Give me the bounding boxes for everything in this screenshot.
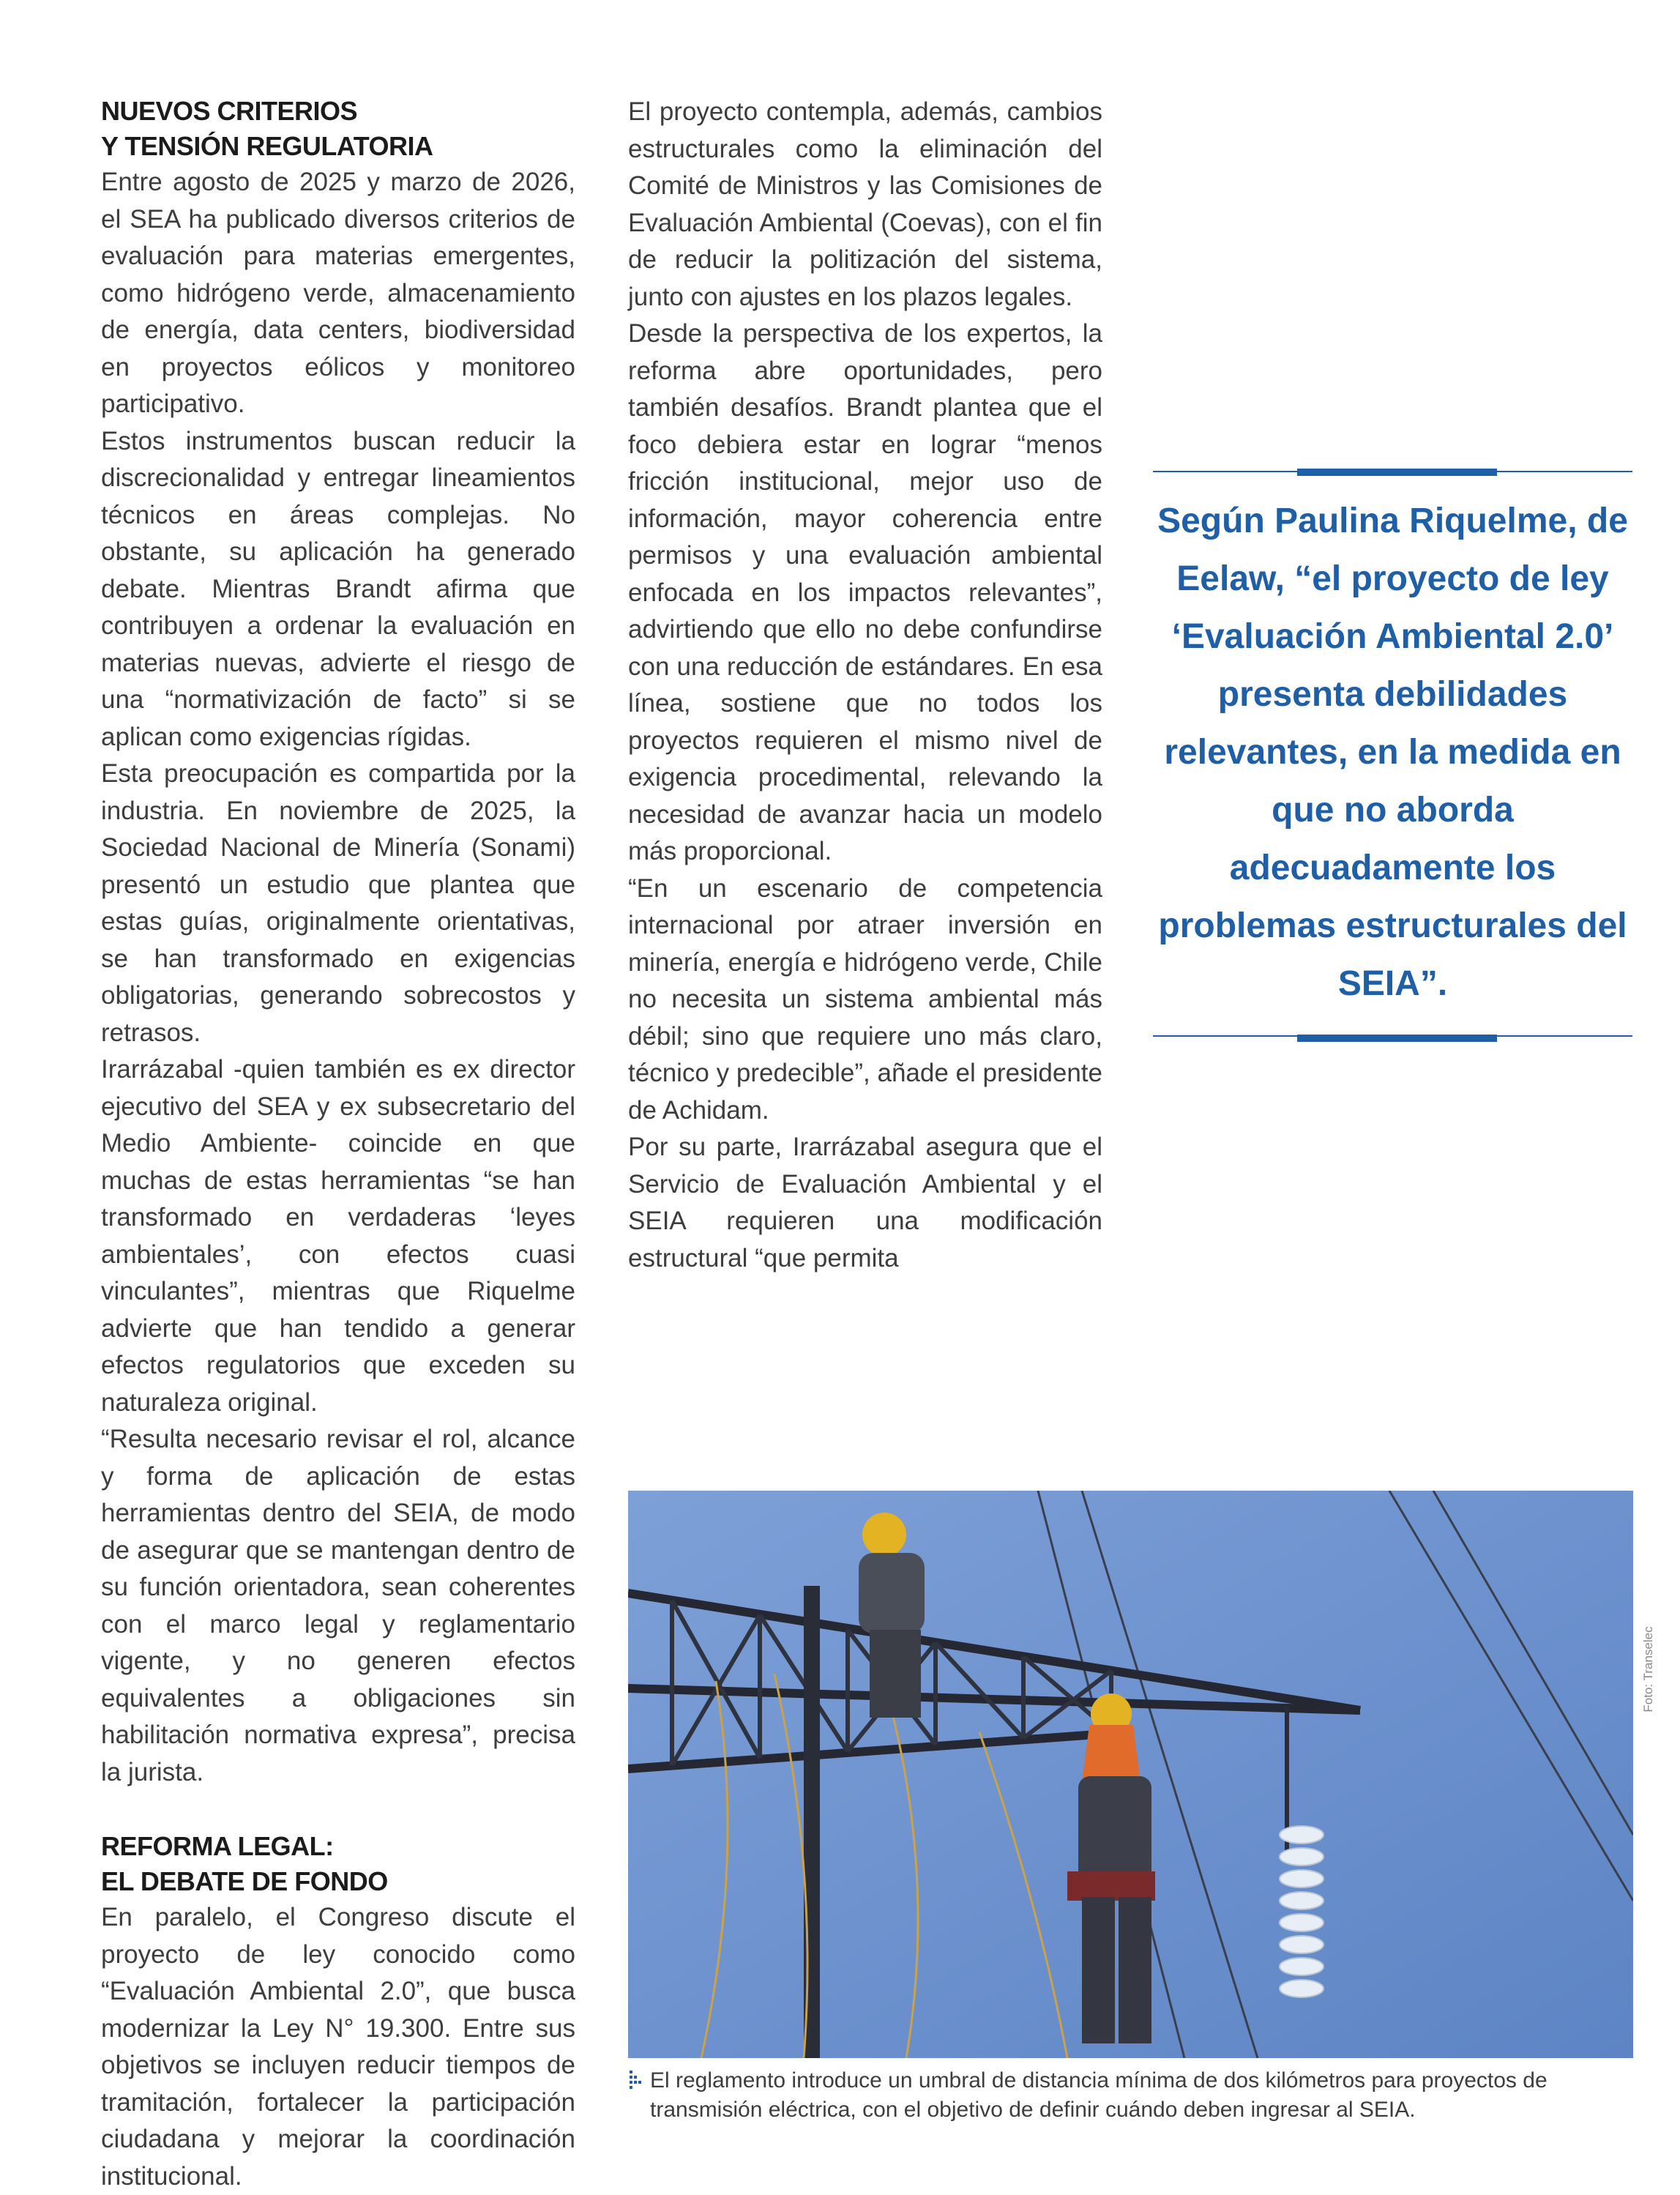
pull-quote <box>1153 469 1632 1039</box>
photo-caption <box>628 2066 1633 2125</box>
paragraph: Por su parte, Irarrázabal asegura que el Servicio de Evaluación Ambiental y el SEIA requieren una modificación estructural “que permita <box>628 1133 1102 1272</box>
pull-quote-top-rule <box>1153 469 1632 474</box>
paragraph: “Resulta necesario revisar el rol, alcance y forma de aplicación de estas herramientas dentro del SEIA, de modo de asegurar que se mantengan dentro de su función orientadora, sean coherentes con el marco legal y reglamentario vigente, y no generen efectos equivalentes a obligaciones sin habilitación normativa expresa”, precisa la jurista. <box>101 1425 575 1786</box>
heading-line: EL DEBATE DE FONDO <box>101 1866 388 1896</box>
pull-quote-text: Según Paulina Riquelme, de Eelaw, “el proyecto de ley ‘Evaluación Ambiental 2.0’ presenta debilidades relevantes, en la medida en que no aborda adecuadamente los problemas estructurales del SEIA”. <box>1157 502 1628 1003</box>
photo-credit-text: Foto: Transelec <box>1641 1626 1655 1713</box>
paragraph: Irarrázabal -quien también es ex director ejecutivo del SEA y ex subsecretario del Medio Ambiente- coincide en que muchas de estas herramientas “se han transformado en verdaderas ‘leyes ambientales’, con efectos cuasi vinculantes”, mientras que Riquelme advierte que han tendido a generar efectos regulatorios que exceden su naturaleza original. <box>101 1055 575 1417</box>
column-left <box>101 94 575 2195</box>
paragraph: “En un escenario de competencia internacional por atraer inversión en minería, energía e hidrógeno verde, Chile no necesita un sistema ambiental más débil; sino que requiere uno más claro, técnico y predecible”, añade el presidente de Achidam. <box>628 873 1102 1125</box>
paragraph: Desde la perspectiva de los expertos, la reforma abre oportunidades, pero también desafíos. Brandt plantea que el foco debiera estar en lograr “menos fricción institucional, mejor uso de información, mayor coherencia entre permisos y una evaluación ambiental enfocada en los impactos relevantes”, advirtiendo que ello no debe confundirse con una reducción de estándares. En esa línea, sostiene que no todos los proyectos requieren el mismo nivel de exigencia procedimental, relevando la necesidad de avanzar hacia un modelo más proporcional. <box>628 319 1102 865</box>
pull-quote-bottom-rule <box>1153 1033 1632 1039</box>
heading-line: NUEVOS CRITERIOS <box>101 96 358 126</box>
photo-transmission-workers <box>628 1491 1633 2058</box>
paragraph-continued: En paralelo, el Congreso discute el proyecto de ley conocido como “Evaluación Ambiental 2.0”, que busca modernizar la Ley N° 19.300. Entre sus objetivos se incluyen reducir tiempos de tramitación, fortalecer la participación ciudadana y mejorar la coordinación institucional. <box>101 1903 575 2191</box>
caption-text: El reglamento introduce un umbral de distancia mínima de dos kilómetros para proyectos de transmisión eléctrica, con el objetivo de definir cuándo deben ingresar al SEIA. <box>650 2068 1548 2122</box>
paragraph: Esta preocupación es compartida por la industria. En noviembre de 2025, la Sociedad Nacional de Minería (Sonami) presentó un estudio que plantea que estas guías, originalmente orientativas, se han transformado en exigencias obligatorias, generando sobrecostos y retrasos. <box>101 759 575 1047</box>
section-heading-reforma <box>101 1829 575 1899</box>
heading-line: Y TENSIÓN REGULATORIA <box>101 131 433 161</box>
column-middle <box>628 94 1102 1277</box>
caption-marker-icon <box>628 2069 644 2092</box>
heading-line: REFORMA LEGAL: <box>101 1831 334 1861</box>
paragraph: Entre agosto de 2025 y marzo de 2026, el SEA ha publicado diversos criterios de evaluación para materias emergentes, como hidrógeno verde, almacenamiento de energía, data centers, biodiversidad en proyectos eólicos y monitoreo participativo. <box>101 168 575 418</box>
photo-credit <box>1634 1596 1663 1743</box>
section-heading-criterios <box>101 94 575 164</box>
paragraph: El proyecto contempla, además, cambios estructurales como la eliminación del Comité de Ministros y las Comisiones de Evaluación Ambiental (Coevas), con el fin de reducir la politización del sistema, junto con ajustes en los plazos legales. <box>628 97 1102 311</box>
paragraph: Estos instrumentos buscan reducir la discrecionalidad y entregar lineamientos técnicos en áreas complejas. No obstante, su aplicación ha generado debate. Mientras Brandt afirma que contribuyen a ordenar la evaluación en materias nuevas, advierte el riesgo de una “normativización de facto” si se aplican como exigencias rígidas. <box>101 426 575 751</box>
